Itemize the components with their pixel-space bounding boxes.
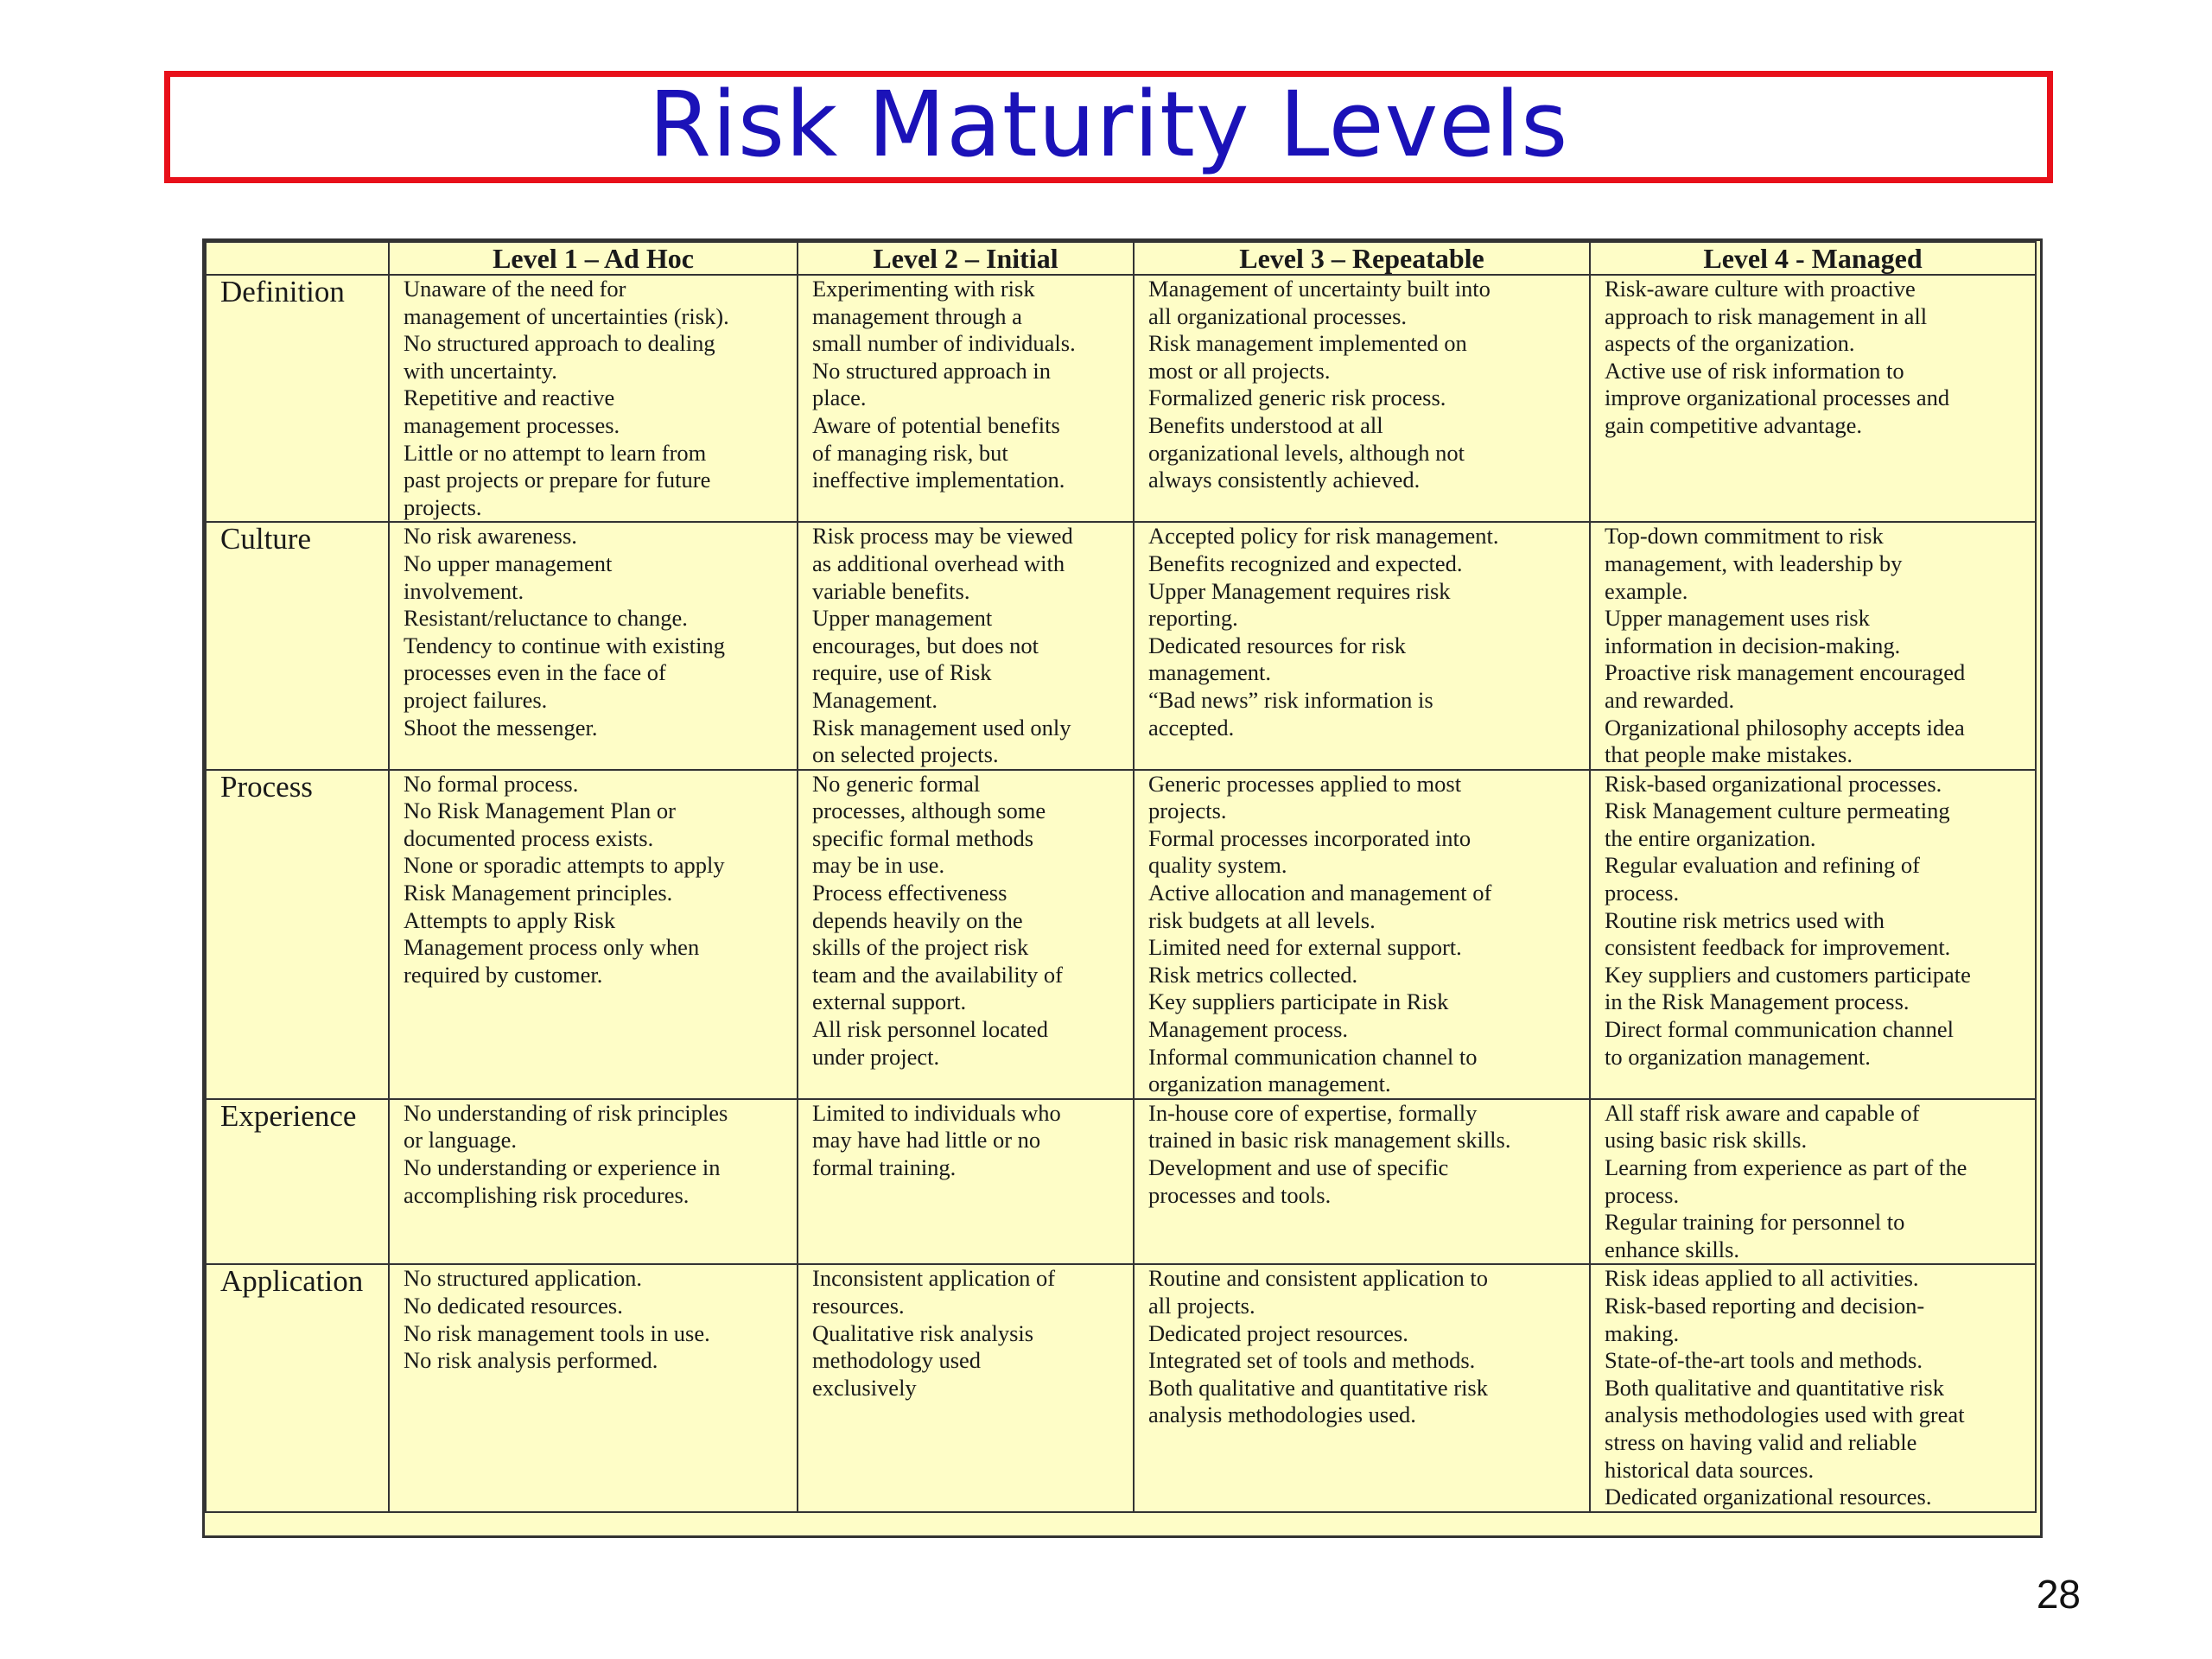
cell-line: Shoot the messenger.	[404, 714, 598, 741]
cell-line: Top-down commitment to risk	[1605, 523, 1884, 550]
table-cell	[1134, 1099, 1590, 1265]
table-cell	[798, 275, 1134, 522]
cell-line: Risk management used only	[812, 714, 1071, 741]
cell-line: consistent feedback for improvement.	[1605, 934, 1951, 961]
cell-line: Key suppliers participate in Risk	[1148, 988, 1449, 1015]
cell-line: Risk-based organizational processes.	[1605, 770, 1942, 797]
cell-line: risk budgets at all levels.	[1148, 906, 1376, 933]
cell-line: analysis methodologies used.	[1148, 1402, 1416, 1428]
table-row	[206, 522, 2036, 769]
cell-line: ineffective implementation.	[812, 467, 1065, 493]
page-title: Risk Maturity Levels	[648, 72, 1569, 177]
cell-line: Generic processes applied to most	[1148, 770, 1462, 797]
cell-line: past projects or prepare for future	[404, 467, 711, 493]
cell-line: Risk ideas applied to all activities.	[1605, 1265, 1919, 1292]
cell-line: management processes.	[404, 411, 620, 438]
cell-line: Dedicated organizational resources.	[1605, 1484, 1932, 1510]
cell-line: documented process exists.	[404, 824, 654, 851]
table-cell	[1590, 1099, 2036, 1265]
cell-line: Regular evaluation and refining of	[1605, 852, 1920, 879]
table-row	[206, 1264, 2036, 1511]
cell-line: all projects.	[1148, 1292, 1255, 1319]
cell-line: Limited need for external support.	[1148, 934, 1462, 961]
table-row	[206, 275, 2036, 522]
cell-line: reporting.	[1148, 605, 1238, 632]
cell-line: trained in basic risk management skills.	[1148, 1127, 1511, 1154]
cell-line: Organizational philosophy accepts idea	[1605, 714, 1965, 741]
cell-line: team and the availability of	[812, 961, 1063, 988]
cell-line: Regular training for personnel to	[1605, 1209, 1905, 1236]
cell-line: State-of-the-art tools and methods.	[1605, 1347, 1923, 1374]
cell-line: using basic risk skills.	[1605, 1127, 1808, 1154]
cell-line: all organizational processes.	[1148, 302, 1408, 329]
cell-line: process.	[1605, 1181, 1680, 1208]
cell-line: In-house core of expertise, formally	[1148, 1099, 1478, 1126]
cell-line: processes even in the face of	[404, 659, 666, 686]
cell-line: Management of uncertainty built into	[1148, 276, 1491, 302]
column-header: Level 1 – Ad Hoc	[389, 242, 798, 275]
cell-line: organizational levels, although not	[1148, 439, 1465, 466]
cell-line: improve organizational processes and	[1605, 385, 1950, 411]
cell-line: that people make mistakes.	[1605, 741, 1853, 768]
cell-line: to organization management.	[1605, 1043, 1871, 1070]
cell-line: example.	[1605, 577, 1688, 604]
cell-line: Both qualitative and quantitative risk	[1605, 1374, 1944, 1401]
cell-line: No understanding of risk principles	[404, 1099, 728, 1126]
cell-line: Upper management uses risk	[1605, 605, 1870, 632]
table-cell	[798, 1099, 1134, 1265]
cell-line: processes, although some	[812, 798, 1046, 824]
cell-line: No structured approach to dealing	[404, 330, 715, 357]
cell-line: Limited to individuals who	[812, 1099, 1061, 1126]
column-header: Level 2 – Initial	[798, 242, 1134, 275]
cell-line: No risk analysis performed.	[404, 1347, 658, 1374]
cell-line: Routine and consistent application to	[1148, 1265, 1489, 1292]
cell-line: Upper management	[812, 605, 993, 632]
cell-line: Learning from experience as part of the	[1605, 1154, 1967, 1180]
cell-line: under project.	[812, 1043, 940, 1070]
cell-line: All risk personnel located	[812, 1016, 1049, 1043]
cell-line: No risk awareness.	[404, 523, 577, 550]
cell-line: small number of individuals.	[812, 330, 1076, 357]
table-cell	[1590, 770, 2036, 1099]
table-cell	[798, 1264, 1134, 1511]
cell-line: exclusively	[812, 1374, 917, 1401]
cell-line: Repetitive and reactive	[404, 385, 615, 411]
cell-line: analysis methodologies used with great	[1605, 1402, 1965, 1428]
cell-line: information in decision-making.	[1605, 632, 1901, 658]
cell-line: Inconsistent application of	[812, 1265, 1056, 1292]
table-cell	[798, 522, 1134, 769]
cell-line: No structured approach in	[812, 357, 1051, 384]
risk-maturity-table	[205, 241, 2037, 1513]
table-cell	[389, 275, 798, 522]
cell-line: project failures.	[404, 686, 548, 713]
cell-line: Resistant/reluctance to change.	[404, 605, 688, 632]
table-cell	[389, 1099, 798, 1265]
cell-line: quality system.	[1148, 852, 1287, 879]
cell-line: approach to risk management in all	[1605, 302, 1928, 329]
cell-line: Routine risk metrics used with	[1605, 906, 1885, 933]
cell-line: require, use of Risk	[812, 659, 992, 686]
cell-line: No generic formal	[812, 770, 981, 797]
cell-line: Active use of risk information to	[1605, 357, 1904, 384]
cell-line: resources.	[812, 1292, 905, 1319]
cell-line: Integrated set of tools and methods.	[1148, 1347, 1476, 1374]
cell-line: No understanding or experience in	[404, 1154, 721, 1180]
cell-line: Formalized generic risk process.	[1148, 385, 1446, 411]
cell-line: Direct formal communication channel	[1605, 1016, 1954, 1043]
cell-line: Key suppliers and customers participate	[1605, 961, 1971, 988]
table-row	[206, 770, 2036, 1099]
corner-cell	[206, 242, 389, 275]
cell-line: and rewarded.	[1605, 686, 1735, 713]
cell-line: may be in use.	[812, 852, 945, 879]
cell-line: of managing risk, but	[812, 439, 1008, 466]
cell-line: “Bad news” risk information is	[1148, 686, 1433, 713]
cell-line: No formal process.	[404, 770, 579, 797]
cell-line: processes and tools.	[1148, 1181, 1332, 1208]
cell-line: Both qualitative and quantitative risk	[1148, 1374, 1488, 1401]
table-cell	[389, 770, 798, 1099]
cell-line: methodology used	[812, 1347, 982, 1374]
cell-line: Management process only when	[404, 934, 700, 961]
cell-line: skills of the project risk	[812, 934, 1029, 961]
cell-line: Benefits understood at all	[1148, 411, 1383, 438]
cell-line: Risk Management culture permeating	[1605, 798, 1950, 824]
cell-line: Management process.	[1148, 1016, 1349, 1043]
cell-line: management of uncertainties (risk).	[404, 302, 729, 329]
column-header: Level 3 – Repeatable	[1134, 242, 1590, 275]
row-header: Experience	[206, 1099, 389, 1265]
table-cell	[1134, 275, 1590, 522]
cell-line: Tendency to continue with existing	[404, 632, 726, 658]
cell-line: Risk-based reporting and decision-	[1605, 1292, 1925, 1319]
cell-line: projects.	[404, 493, 482, 520]
cell-line: Risk management implemented on	[1148, 330, 1467, 357]
cell-line: Accepted policy for risk management.	[1148, 523, 1499, 550]
table-cell	[389, 1264, 798, 1511]
cell-line: No upper management	[404, 550, 613, 576]
maturity-table-frame	[202, 238, 2043, 1538]
cell-line: Unaware of the need for	[404, 276, 626, 302]
cell-line: formal training.	[812, 1154, 957, 1180]
cell-line: Dedicated project resources.	[1148, 1319, 1408, 1346]
cell-line: All staff risk aware and capable of	[1605, 1099, 1920, 1126]
cell-line: management.	[1148, 659, 1272, 686]
cell-line: Informal communication channel to	[1148, 1043, 1478, 1070]
cell-line: No Risk Management Plan or	[404, 798, 677, 824]
cell-line: Risk Management principles.	[404, 880, 673, 906]
table-row	[206, 1099, 2036, 1265]
cell-line: Dedicated resources for risk	[1148, 632, 1406, 658]
cell-line: organization management.	[1148, 1071, 1391, 1097]
cell-line: most or all projects.	[1148, 357, 1331, 384]
table-cell	[1590, 1264, 2036, 1511]
cell-line: Attempts to apply Risk	[404, 906, 616, 933]
cell-line: the entire organization.	[1605, 824, 1816, 851]
cell-line: enhance skills.	[1605, 1236, 1740, 1262]
cell-line: Proactive risk management encouraged	[1605, 659, 1966, 686]
cell-line: variable benefits.	[812, 577, 970, 604]
cell-line: depends heavily on the	[812, 906, 1023, 933]
table-header-row	[206, 242, 2036, 275]
cell-line: stress on having valid and reliable	[1605, 1428, 1917, 1455]
cell-line: accomplishing risk procedures.	[404, 1181, 690, 1208]
cell-line: making.	[1605, 1319, 1680, 1346]
cell-line: Risk process may be viewed	[812, 523, 1073, 550]
cell-line: No structured application.	[404, 1265, 642, 1292]
row-header: Definition	[206, 275, 389, 522]
cell-line: Qualitative risk analysis	[812, 1319, 1034, 1346]
cell-line: specific formal methods	[812, 824, 1034, 851]
cell-line: None or sporadic attempts to apply	[404, 852, 725, 879]
cell-line: Management.	[812, 686, 938, 713]
cell-line: accepted.	[1148, 714, 1235, 741]
cell-line: always consistently achieved.	[1148, 467, 1421, 493]
cell-line: Aware of potential benefits	[812, 411, 1060, 438]
table-cell	[798, 770, 1134, 1099]
cell-line: involvement.	[404, 577, 524, 604]
cell-line: gain competitive advantage.	[1605, 411, 1863, 438]
table-cell	[1134, 770, 1590, 1099]
cell-line: or language.	[404, 1127, 517, 1154]
table-cell	[1590, 522, 2036, 769]
cell-line: historical data sources.	[1605, 1456, 1815, 1483]
cell-line: Risk metrics collected.	[1148, 961, 1358, 988]
table-cell	[1134, 1264, 1590, 1511]
cell-line: Upper Management requires risk	[1148, 577, 1451, 604]
cell-line: No risk management tools in use.	[404, 1319, 710, 1346]
table-cell	[389, 522, 798, 769]
row-header: Process	[206, 770, 389, 1099]
cell-line: encourages, but does not	[812, 632, 1039, 658]
cell-line: management, with leadership by	[1605, 550, 1903, 576]
cell-line: Formal processes incorporated into	[1148, 824, 1471, 851]
cell-line: Risk-aware culture with proactive	[1605, 276, 1916, 302]
column-header: Level 4 - Managed	[1590, 242, 2036, 275]
cell-line: may have had little or no	[812, 1127, 1041, 1154]
cell-line: management through a	[812, 302, 1022, 329]
table-body	[206, 275, 2036, 1512]
cell-line: projects.	[1148, 798, 1227, 824]
cell-line: in the Risk Management process.	[1605, 988, 1910, 1015]
cell-line: No dedicated resources.	[404, 1292, 623, 1319]
cell-line: as additional overhead with	[812, 550, 1065, 576]
cell-line: Experimenting with risk	[812, 276, 1035, 302]
row-header: Application	[206, 1264, 389, 1511]
table-cell	[1590, 275, 2036, 522]
table-cell	[1134, 522, 1590, 769]
cell-line: Development and use of specific	[1148, 1154, 1449, 1180]
cell-line: Active allocation and management of	[1148, 880, 1492, 906]
cell-line: Little or no attempt to learn from	[404, 439, 707, 466]
cell-line: place.	[812, 385, 867, 411]
row-header: Culture	[206, 522, 389, 769]
cell-line: process.	[1605, 880, 1680, 906]
title-box	[164, 71, 2053, 183]
cell-line: on selected projects.	[812, 741, 999, 768]
cell-line: required by customer.	[404, 961, 603, 988]
cell-line: with uncertainty.	[404, 357, 557, 384]
cell-line: Benefits recognized and expected.	[1148, 550, 1463, 576]
page-number: 28	[2036, 1572, 2081, 1617]
cell-line: external support.	[812, 988, 967, 1015]
cell-line: Process effectiveness	[812, 880, 1007, 906]
cell-line: aspects of the organization.	[1605, 330, 1855, 357]
